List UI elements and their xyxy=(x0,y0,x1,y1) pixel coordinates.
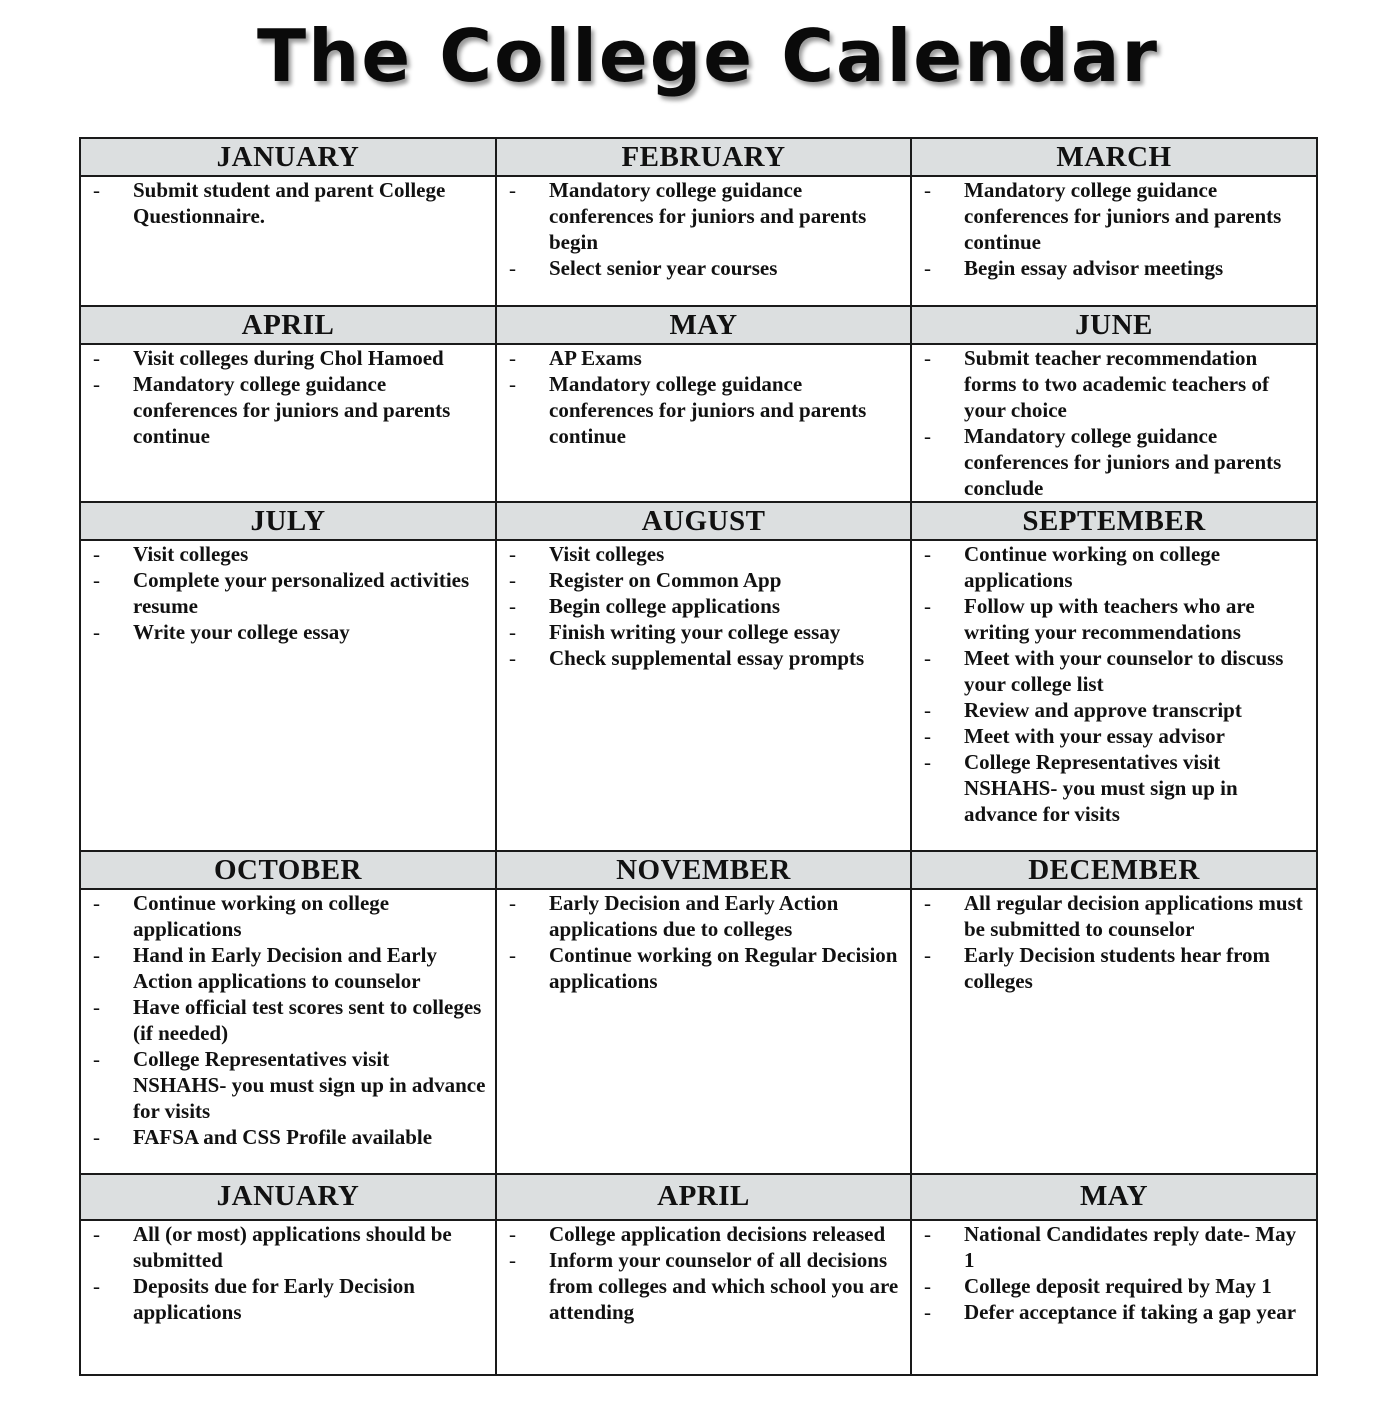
task-item xyxy=(81,1273,495,1325)
task-text: Follow up with teachers who are writing your recommendations xyxy=(964,594,1255,644)
task-text: Continue working on college applications xyxy=(133,891,390,941)
month-cell-november xyxy=(496,889,911,1174)
task-text: All (or most) applications should be submitted xyxy=(133,1222,452,1272)
month-header-december: DECEMBER xyxy=(911,851,1317,889)
dash-bullet: - xyxy=(924,594,931,618)
month-cell-march xyxy=(911,176,1317,306)
month-cell-august xyxy=(496,540,911,851)
dash-bullet: - xyxy=(509,542,516,566)
month-items-row xyxy=(80,344,1317,502)
month-header-november: NOVEMBER xyxy=(496,851,911,889)
task-list xyxy=(912,1221,1316,1325)
task-item xyxy=(81,619,495,645)
task-item xyxy=(497,619,910,645)
task-item xyxy=(497,593,910,619)
task-item xyxy=(497,567,910,593)
task-item xyxy=(497,345,910,371)
task-item xyxy=(81,371,495,449)
task-item xyxy=(912,749,1316,827)
month-cell-december xyxy=(911,889,1317,1174)
task-text: Submit teacher recommendation forms to two academic teachers of your choice xyxy=(964,346,1269,422)
dash-bullet: - xyxy=(924,891,931,915)
dash-bullet: - xyxy=(924,724,931,748)
task-text: Defer acceptance if taking a gap year xyxy=(964,1300,1297,1324)
month-cell-february xyxy=(496,176,911,306)
month-cell-september xyxy=(911,540,1317,851)
task-text: Visit colleges xyxy=(549,542,665,566)
dash-bullet: - xyxy=(509,594,516,618)
dash-bullet: - xyxy=(924,1222,931,1246)
task-item xyxy=(81,1124,495,1150)
task-text: Complete your personalized activities resume xyxy=(133,568,470,618)
month-header-january: JANUARY xyxy=(80,1174,496,1220)
task-item xyxy=(497,1221,910,1247)
month-cell-january xyxy=(80,1220,496,1375)
task-item xyxy=(912,1221,1316,1273)
task-list xyxy=(912,890,1316,994)
dash-bullet: - xyxy=(509,1248,516,1272)
month-header-may: MAY xyxy=(911,1174,1317,1220)
task-item xyxy=(912,345,1316,423)
task-item xyxy=(81,541,495,567)
task-item xyxy=(81,1046,495,1124)
month-header-row xyxy=(80,851,1317,889)
task-item xyxy=(912,697,1316,723)
task-text: AP Exams xyxy=(549,346,642,370)
month-cell-may xyxy=(496,344,911,502)
dash-bullet: - xyxy=(924,424,931,448)
task-item xyxy=(81,1221,495,1273)
month-cell-october xyxy=(80,889,496,1174)
task-text: Mandatory college guidance conferences for juniors and parents continue xyxy=(549,372,867,448)
task-list xyxy=(912,177,1316,281)
task-text: Meet with your counselor to discuss your college list xyxy=(964,646,1284,696)
month-items-row xyxy=(80,540,1317,851)
task-list xyxy=(81,177,495,229)
month-header-january: JANUARY xyxy=(80,138,496,176)
task-item xyxy=(497,541,910,567)
task-list xyxy=(497,177,910,281)
month-items-row xyxy=(80,889,1317,1174)
task-item xyxy=(912,645,1316,697)
task-item xyxy=(912,890,1316,942)
task-text: Mandatory college guidance conferences for juniors and parents continue xyxy=(964,178,1282,254)
task-item xyxy=(912,942,1316,994)
dash-bullet: - xyxy=(924,1300,931,1324)
dash-bullet: - xyxy=(509,620,516,644)
dash-bullet: - xyxy=(93,891,100,915)
task-text: Hand in Early Decision and Early Action applications to counselor xyxy=(133,943,437,993)
task-text: Meet with your essay advisor xyxy=(964,724,1225,748)
task-item xyxy=(81,345,495,371)
task-text: Review and approve transcript xyxy=(964,698,1242,722)
task-text: All regular decision applications must be submitted to counselor xyxy=(964,891,1303,941)
task-item xyxy=(912,1299,1316,1325)
dash-bullet: - xyxy=(93,1125,100,1149)
task-text: Write your college essay xyxy=(133,620,350,644)
task-list xyxy=(81,541,495,645)
dash-bullet: - xyxy=(93,620,100,644)
dash-bullet: - xyxy=(924,943,931,967)
task-item xyxy=(497,177,910,255)
dash-bullet: - xyxy=(93,943,100,967)
task-list xyxy=(81,1221,495,1325)
task-item xyxy=(497,645,910,671)
month-cell-january xyxy=(80,176,496,306)
task-text: Early Decision and Early Action applications due to colleges xyxy=(549,891,839,941)
month-header-april: APRIL xyxy=(80,306,496,344)
task-text: Check supplemental essay prompts xyxy=(549,646,865,670)
dash-bullet: - xyxy=(509,943,516,967)
task-text: College Representatives visit NSHAHS- you must sign up in advance for visits xyxy=(133,1047,486,1123)
month-header-march: MARCH xyxy=(911,138,1317,176)
month-cell-july xyxy=(80,540,496,851)
dash-bullet: - xyxy=(509,346,516,370)
task-item xyxy=(912,177,1316,255)
task-item xyxy=(912,255,1316,281)
task-text: Visit colleges xyxy=(133,542,249,566)
month-items-row xyxy=(80,176,1317,306)
task-text: College deposit required by May 1 xyxy=(964,1274,1272,1298)
dash-bullet: - xyxy=(924,542,931,566)
dash-bullet: - xyxy=(924,698,931,722)
month-header-row xyxy=(80,138,1317,176)
task-text: Begin college applications xyxy=(549,594,780,618)
month-header-may: MAY xyxy=(496,306,911,344)
task-text: Deposits due for Early Decision applications xyxy=(133,1274,415,1324)
task-list xyxy=(497,1221,910,1325)
task-list xyxy=(81,890,495,1150)
month-cell-may xyxy=(911,1220,1317,1375)
task-item xyxy=(912,423,1316,501)
task-list xyxy=(81,345,495,449)
task-item xyxy=(912,593,1316,645)
task-text: Mandatory college guidance conferences for juniors and parents conclude xyxy=(964,424,1282,500)
dash-bullet: - xyxy=(924,346,931,370)
month-items-row xyxy=(80,1220,1317,1375)
task-text: Mandatory college guidance conferences for juniors and parents begin xyxy=(549,178,867,254)
task-list xyxy=(497,890,910,994)
task-item xyxy=(81,994,495,1046)
task-item xyxy=(81,567,495,619)
task-item xyxy=(497,255,910,281)
dash-bullet: - xyxy=(93,178,100,202)
task-text: Inform your counselor of all decisions from colleges and which school you are attending xyxy=(549,1248,899,1324)
month-header-row xyxy=(80,306,1317,344)
dash-bullet: - xyxy=(509,568,516,592)
task-text: Register on Common App xyxy=(549,568,782,592)
dash-bullet: - xyxy=(509,256,516,280)
dash-bullet: - xyxy=(509,178,516,202)
task-list xyxy=(912,345,1316,501)
task-list xyxy=(497,345,910,449)
task-text: Visit colleges during Chol Hamoed xyxy=(133,346,444,370)
month-header-april: APRIL xyxy=(496,1174,911,1220)
month-header-august: AUGUST xyxy=(496,502,911,540)
dash-bullet: - xyxy=(93,1274,100,1298)
dash-bullet: - xyxy=(93,1047,100,1071)
task-item xyxy=(497,942,910,994)
dash-bullet: - xyxy=(93,346,100,370)
month-cell-april xyxy=(80,344,496,502)
month-header-june: JUNE xyxy=(911,306,1317,344)
month-header-september: SEPTEMBER xyxy=(911,502,1317,540)
dash-bullet: - xyxy=(509,372,516,396)
task-text: Early Decision students hear from colleges xyxy=(964,943,1271,993)
task-item xyxy=(497,890,910,942)
dash-bullet: - xyxy=(509,646,516,670)
page-title: The College Calendar xyxy=(256,14,1160,98)
month-cell-june xyxy=(911,344,1317,502)
task-text: College application decisions released xyxy=(549,1222,886,1246)
dash-bullet: - xyxy=(924,178,931,202)
task-text: Finish writing your college essay xyxy=(549,620,841,644)
month-cell-april xyxy=(496,1220,911,1375)
task-list xyxy=(497,541,910,671)
task-text: Submit student and parent College Questionnaire. xyxy=(133,178,446,228)
task-list xyxy=(912,541,1316,827)
calendar-table xyxy=(79,137,1318,1376)
task-text: Select senior year courses xyxy=(549,256,778,280)
month-header-july: JULY xyxy=(80,502,496,540)
task-item xyxy=(81,942,495,994)
dash-bullet: - xyxy=(93,372,100,396)
month-header-october: OCTOBER xyxy=(80,851,496,889)
month-header-february: FEBRUARY xyxy=(496,138,911,176)
task-item xyxy=(497,371,910,449)
dash-bullet: - xyxy=(93,1222,100,1246)
task-text: Mandatory college guidance conferences for juniors and parents continue xyxy=(133,372,451,448)
task-item xyxy=(497,1247,910,1325)
task-item xyxy=(81,177,495,229)
task-text: Begin essay advisor meetings xyxy=(964,256,1224,280)
dash-bullet: - xyxy=(509,891,516,915)
dash-bullet: - xyxy=(924,256,931,280)
dash-bullet: - xyxy=(924,1274,931,1298)
dash-bullet: - xyxy=(509,1222,516,1246)
task-item xyxy=(912,1273,1316,1299)
task-item xyxy=(81,890,495,942)
dash-bullet: - xyxy=(93,995,100,1019)
task-text: FAFSA and CSS Profile available xyxy=(133,1125,433,1149)
task-text: College Representatives visit NSHAHS- you must sign up in advance for visits xyxy=(964,750,1238,826)
dash-bullet: - xyxy=(93,568,100,592)
task-text: National Candidates reply date- May 1 xyxy=(964,1222,1297,1272)
task-text: Continue working on college applications xyxy=(964,542,1221,592)
month-header-row xyxy=(80,502,1317,540)
calendar-body xyxy=(80,138,1317,1375)
task-item xyxy=(912,541,1316,593)
dash-bullet: - xyxy=(924,646,931,670)
dash-bullet: - xyxy=(924,750,931,774)
month-header-row xyxy=(80,1174,1317,1220)
dash-bullet: - xyxy=(93,542,100,566)
task-text: Continue working on Regular Decision applications xyxy=(549,943,898,993)
task-text: Have official test scores sent to colleges (if needed) xyxy=(133,995,482,1045)
task-item xyxy=(912,723,1316,749)
